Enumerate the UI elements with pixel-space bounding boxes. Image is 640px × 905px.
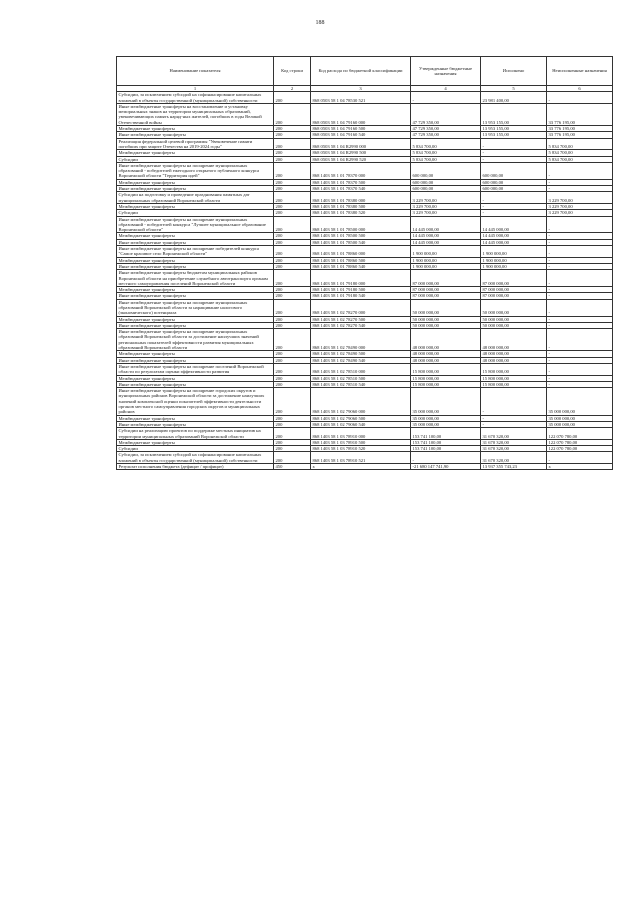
row-unexecuted-cell: -	[547, 381, 613, 387]
row-executed-cell: 31 670 320,00	[481, 439, 547, 445]
row-code-cell: 200	[274, 428, 311, 440]
row-unexecuted-cell: -	[547, 257, 613, 263]
row-executed-cell: 50 000 000,00	[481, 299, 547, 316]
row-executed-cell: 87 000 000,00	[481, 270, 547, 287]
row-executed-cell: 48 000 000,00	[481, 351, 547, 357]
column-number: 3	[311, 86, 411, 92]
row-approved-cell: 14 445 000,00	[411, 239, 481, 245]
row-approved-cell: 15 800 000,00	[411, 363, 481, 375]
row-code-cell: 200	[274, 357, 311, 363]
row-executed-cell: 14 445 000,00	[481, 216, 547, 233]
row-approved-cell: 15 800 000,00	[411, 381, 481, 387]
row-unexecuted-cell: 3 229 700,00	[547, 203, 613, 209]
row-kbk-cell: 868 1403 58 1 02 79060 000	[311, 388, 411, 415]
row-approved-cell: 1 900 000,00	[411, 257, 481, 263]
row-unexecuted-cell: -	[547, 186, 613, 192]
row-code-cell: 200	[274, 92, 311, 104]
row-unexecuted-cell: 35 000 000,00	[547, 421, 613, 427]
row-name-cell: Иные межбюджетные трансферты на поощрение муниципальных образований - победителей конкурса "Лучшее муниципальное образование Воронежской области"	[117, 216, 274, 233]
header-approved: Утвержденные бюджетные назначения	[411, 57, 481, 86]
row-code-cell: 200	[274, 138, 311, 150]
row-code-cell: 200	[274, 203, 311, 209]
row-executed-cell: -	[481, 138, 547, 150]
row-kbk-cell: 868 0503 58 1 04 R2990 000	[311, 138, 411, 150]
row-name-cell: Иные межбюджетные трансферты бюджетам муниципальных районов Воронежской области на приобретение служебного автотранспорта органам местного самоуправления поселений Воронежской области	[117, 270, 274, 287]
row-executed-cell: 31 670 320,00	[481, 446, 547, 452]
row-executed-cell: 1 900 000,00	[481, 263, 547, 269]
row-name-cell: Межбюджетные трансферты	[117, 150, 274, 156]
row-executed-cell: 15 800 000,00	[481, 375, 547, 381]
row-code-cell: 200	[274, 186, 311, 192]
row-code-cell: 200	[274, 299, 311, 316]
table-row	[117, 299, 613, 316]
row-approved-cell: 600 000,00	[411, 179, 481, 185]
table-row	[117, 464, 613, 470]
row-code-cell: 200	[274, 421, 311, 427]
row-code-cell: 200	[274, 322, 311, 328]
row-unexecuted-cell: -	[547, 363, 613, 375]
row-code-cell: 200	[274, 210, 311, 216]
row-unexecuted-cell: -	[547, 299, 613, 316]
row-code-cell: 200	[274, 446, 311, 452]
row-approved-cell: 153 741 100,00	[411, 428, 481, 440]
row-unexecuted-cell: -	[547, 263, 613, 269]
table-row	[117, 103, 613, 125]
row-executed-cell: 14 445 000,00	[481, 239, 547, 245]
row-code-cell: 200	[274, 192, 311, 204]
row-approved-cell: 47 729 350,00	[411, 103, 481, 125]
row-name-cell: Иные межбюджетные трансферты на поощрение муниципальных образований Воронежской области за наращивание налогового (экономического) потенциала	[117, 299, 274, 316]
column-number: 2	[274, 86, 311, 92]
row-approved-cell: 5 834 700,00	[411, 156, 481, 162]
row-approved-cell: 3 229 700,00	[411, 192, 481, 204]
row-name-cell: Субсидии, за исключением субсидий на софинансирование капитальных вложений в объекты государственной (муниципальной) собственности	[117, 452, 274, 464]
column-number: 1	[117, 86, 274, 92]
row-approved-cell: -	[411, 452, 481, 464]
row-kbk-cell: 868 0503 58 1 04 R2990 520	[311, 156, 411, 162]
header-kbk: Код расхода по бюджетной классификации	[311, 57, 411, 86]
row-approved-cell: 153 741 100,00	[411, 439, 481, 445]
row-kbk-cell: 868 1403 58 1 02 78490 000	[311, 329, 411, 351]
table-row	[117, 270, 613, 287]
row-executed-cell: 15 800 000,00	[481, 381, 547, 387]
row-name-cell: Субсидии	[117, 210, 274, 216]
row-kbk-cell: 868 1403 58 1 02 78490 500	[311, 351, 411, 357]
row-approved-cell: 1 900 000,00	[411, 263, 481, 269]
row-kbk-cell: 868 1403 58 1 01 78380 000	[311, 192, 411, 204]
row-unexecuted-cell: -	[547, 351, 613, 357]
row-unexecuted-cell: -	[547, 316, 613, 322]
row-approved-cell: 35 000 000,00	[411, 388, 481, 415]
table-row	[117, 329, 613, 351]
row-code-cell: 200	[274, 126, 311, 132]
row-code-cell: 200	[274, 316, 311, 322]
row-executed-cell: 87 000 000,00	[481, 287, 547, 293]
row-unexecuted-cell: -	[547, 92, 613, 104]
row-name-cell: Реализация федеральной целевой программы "Увековечение памяти погибших при защите Отечества на 2019-2024 годы"	[117, 138, 274, 150]
row-kbk-cell: 868 0503 58 1 04 79160 540	[311, 132, 411, 138]
row-approved-cell: 600 000,00	[411, 162, 481, 179]
row-unexecuted-cell: 33 776 195,00	[547, 132, 613, 138]
row-code-cell: 200	[274, 162, 311, 179]
row-executed-cell: -	[481, 192, 547, 204]
row-name-cell: Субсидии на подготовку и проведение празднования памятных дат муниципальных образований Воронежской области	[117, 192, 274, 204]
row-approved-cell: 1 900 000,00	[411, 246, 481, 258]
row-unexecuted-cell: 5 834 700,00	[547, 138, 613, 150]
row-unexecuted-cell: -	[547, 293, 613, 299]
row-executed-cell: 14 445 000,00	[481, 233, 547, 239]
table-row	[117, 428, 613, 440]
row-kbk-cell: 868 1403 58 1 01 78500 540	[311, 239, 411, 245]
row-kbk-cell: 868 1403 58 1 01 78860 000	[311, 246, 411, 258]
row-approved-cell: 48 000 000,00	[411, 351, 481, 357]
table-row	[117, 162, 613, 179]
row-kbk-cell: 868 1403 58 1 01 78370 540	[311, 186, 411, 192]
row-approved-cell: -	[411, 92, 481, 104]
row-executed-cell: 48 000 000,00	[481, 357, 547, 363]
row-name-cell: Межбюджетные трансферты	[117, 233, 274, 239]
header-code: Код строки	[274, 57, 311, 86]
row-code-cell: 200	[274, 381, 311, 387]
row-name-cell: Межбюджетные трансферты	[117, 126, 274, 132]
row-code-cell: 200	[274, 179, 311, 185]
row-unexecuted-cell: -	[547, 216, 613, 233]
row-kbk-cell: 868 1403 58 1 01 78370 000	[311, 162, 411, 179]
row-unexecuted-cell: -	[547, 357, 613, 363]
row-unexecuted-cell: -	[547, 452, 613, 464]
row-name-cell: Иные межбюджетные трансферты	[117, 293, 274, 299]
row-approved-cell: 50 000 000,00	[411, 322, 481, 328]
row-approved-cell: 50 000 000,00	[411, 316, 481, 322]
row-approved-cell: 5 834 700,00	[411, 150, 481, 156]
row-code-cell: 200	[274, 439, 311, 445]
row-name-cell: Иные межбюджетные трансферты на поощрение победителей конкурса "Самое красивое село Воронежской области"	[117, 246, 274, 258]
row-code-cell: 200	[274, 132, 311, 138]
row-unexecuted-cell: -	[547, 246, 613, 258]
row-kbk-cell: 868 1403 58 1 02 78510 540	[311, 381, 411, 387]
row-approved-cell: 87 000 000,00	[411, 270, 481, 287]
row-name-cell: Иные межбюджетные трансферты	[117, 357, 274, 363]
row-executed-cell: 13 953 155,00	[481, 132, 547, 138]
row-kbk-cell: 868 1403 58 1 03 78910 520	[311, 446, 411, 452]
row-name-cell: Межбюджетные трансферты	[117, 287, 274, 293]
row-kbk-cell: 868 1403 58 1 02 78490 540	[311, 357, 411, 363]
row-executed-cell: -	[481, 210, 547, 216]
row-name-cell: Иные межбюджетные трансферты на поощрение поселений Воронежской области по результатам оценки эффективности развития	[117, 363, 274, 375]
row-unexecuted-cell: 122 070 780,00	[547, 446, 613, 452]
row-executed-cell: 15 800 000,00	[481, 363, 547, 375]
row-name-cell: Субсидии, за исключением субсидий на софинансирование капитальных вложений в объекты государственной (муниципальной) собственности	[117, 92, 274, 104]
row-kbk-cell: 868 1403 58 1 01 79180 500	[311, 287, 411, 293]
row-unexecuted-cell: -	[547, 375, 613, 381]
row-kbk-cell: 868 1403 58 1 02 78270 000	[311, 299, 411, 316]
row-code-cell: 200	[274, 216, 311, 233]
table-row	[117, 192, 613, 204]
row-code-cell: 200	[274, 363, 311, 375]
row-code-cell: 200	[274, 156, 311, 162]
row-kbk-cell: 868 0503 58 1 04 79160 000	[311, 103, 411, 125]
row-unexecuted-cell: -	[547, 239, 613, 245]
row-approved-cell: 47 729 350,00	[411, 126, 481, 132]
row-name-cell: Межбюджетные трансферты	[117, 316, 274, 322]
row-name-cell: Иные межбюджетные трансферты	[117, 263, 274, 269]
row-kbk-cell: 868 0503 58 1 04 78530 521	[311, 92, 411, 104]
row-approved-cell: 3 229 700,00	[411, 203, 481, 209]
row-name-cell: Межбюджетные трансферты	[117, 351, 274, 357]
row-executed-cell: 31 670 320,00	[481, 428, 547, 440]
header-name: Наименование показателя	[117, 57, 274, 86]
row-unexecuted-cell: x	[547, 464, 613, 470]
row-kbk-cell: 868 1403 58 1 02 78270 500	[311, 316, 411, 322]
row-code-cell: 200	[274, 103, 311, 125]
row-kbk-cell: 868 1403 58 1 02 78510 000	[311, 363, 411, 375]
row-kbk-cell: 868 1403 58 1 01 78860 500	[311, 257, 411, 263]
report-body	[117, 92, 613, 470]
row-executed-cell: 13 953 155,00	[481, 126, 547, 132]
row-executed-cell: 48 000 000,00	[481, 329, 547, 351]
row-executed-cell: 1 900 000,00	[481, 246, 547, 258]
row-kbk-cell: 868 1403 58 1 01 78380 500	[311, 203, 411, 209]
row-unexecuted-cell: 122 070 780,00	[547, 439, 613, 445]
row-name-cell: Иные межбюджетные трансферты	[117, 322, 274, 328]
row-kbk-cell: 868 1403 58 1 03 78910 500	[311, 439, 411, 445]
row-executed-cell: -	[481, 421, 547, 427]
row-kbk-cell: 868 1403 58 1 01 79180 000	[311, 270, 411, 287]
column-number: 5	[481, 86, 547, 92]
row-name-cell: Иные межбюджетные трансферты	[117, 421, 274, 427]
column-number: 6	[547, 86, 613, 92]
row-unexecuted-cell: 122 070 780,00	[547, 428, 613, 440]
row-approved-cell: 600 000,00	[411, 186, 481, 192]
table-row	[117, 388, 613, 415]
row-approved-cell: 50 000 000,00	[411, 299, 481, 316]
row-approved-cell: 87 000 000,00	[411, 287, 481, 293]
table-row	[117, 246, 613, 258]
row-code-cell: 450	[274, 464, 311, 470]
row-code-cell: 200	[274, 270, 311, 287]
row-executed-cell: -	[481, 150, 547, 156]
row-name-cell: Иные межбюджетные трансферты	[117, 186, 274, 192]
row-code-cell: 200	[274, 329, 311, 351]
row-approved-cell: 5 834 700,00	[411, 138, 481, 150]
row-unexecuted-cell: -	[547, 162, 613, 179]
row-unexecuted-cell: 3 229 700,00	[547, 210, 613, 216]
row-kbk-cell: 868 1403 58 1 03 78910 521	[311, 452, 411, 464]
row-executed-cell: 1 900 000,00	[481, 257, 547, 263]
row-unexecuted-cell: 3 229 700,00	[547, 192, 613, 204]
row-code-cell: 200	[274, 351, 311, 357]
row-executed-cell: 87 000 000,00	[481, 293, 547, 299]
row-unexecuted-cell: 35 000 000,00	[547, 415, 613, 421]
header-row	[117, 57, 613, 86]
row-kbk-cell: 868 1403 58 1 01 78380 520	[311, 210, 411, 216]
row-approved-cell: 14 445 000,00	[411, 216, 481, 233]
row-unexecuted-cell: -	[547, 329, 613, 351]
row-name-cell: Межбюджетные трансферты	[117, 203, 274, 209]
row-executed-cell: 31 670 320,00	[481, 452, 547, 464]
row-unexecuted-cell: -	[547, 287, 613, 293]
row-name-cell: Иные межбюджетные трансферты	[117, 381, 274, 387]
row-name-cell: Иные межбюджетные трансферты на поощрение городских округов и муниципальных районов Воронежской области за достижение наилучших значений комплексной оценки показателей эффективности деятельности органов местного самоуправления городских округов и муниципальных районов	[117, 388, 274, 415]
row-kbk-cell: 868 0503 58 1 04 79160 500	[311, 126, 411, 132]
row-code-cell: 200	[274, 239, 311, 245]
table-row	[117, 216, 613, 233]
row-code-cell: 200	[274, 150, 311, 156]
row-approved-cell: 15 800 000,00	[411, 375, 481, 381]
row-unexecuted-cell: -	[547, 179, 613, 185]
row-unexecuted-cell: 33 776 195,00	[547, 103, 613, 125]
row-approved-cell: 35 000 000,00	[411, 421, 481, 427]
row-unexecuted-cell: 5 834 700,00	[547, 156, 613, 162]
row-unexecuted-cell: 35 000 000,00	[547, 388, 613, 415]
row-kbk-cell: 868 1403 58 1 02 79060 500	[311, 415, 411, 421]
row-code-cell: 200	[274, 452, 311, 464]
row-code-cell: 200	[274, 388, 311, 415]
row-approved-cell: -21 680 147 741,90	[411, 464, 481, 470]
row-executed-cell: 50 000 000,00	[481, 316, 547, 322]
row-executed-cell: -	[481, 415, 547, 421]
row-kbk-cell: 868 1403 58 1 01 78370 500	[311, 179, 411, 185]
row-name-cell: Межбюджетные трансферты	[117, 375, 274, 381]
row-name-cell: Иные межбюджетные трансферты	[117, 239, 274, 245]
row-kbk-cell: 868 1403 58 1 01 78860 540	[311, 263, 411, 269]
table-row	[117, 452, 613, 464]
row-name-cell: Межбюджетные трансферты	[117, 257, 274, 263]
row-executed-cell: 50 000 000,00	[481, 322, 547, 328]
row-unexecuted-cell: -	[547, 270, 613, 287]
row-name-cell: Субсидии	[117, 446, 274, 452]
row-code-cell: 200	[274, 293, 311, 299]
row-kbk-cell: 868 1403 58 1 02 78510 500	[311, 375, 411, 381]
row-kbk-cell: x	[311, 464, 411, 470]
row-name-cell: Субсидии	[117, 156, 274, 162]
row-code-cell: 200	[274, 233, 311, 239]
column-number: 4	[411, 86, 481, 92]
row-name-cell: Межбюджетные трансферты	[117, 415, 274, 421]
row-executed-cell: 13 953 155,00	[481, 103, 547, 125]
row-approved-cell: 3 229 700,00	[411, 210, 481, 216]
row-code-cell: 200	[274, 257, 311, 263]
row-code-cell: 200	[274, 415, 311, 421]
row-code-cell: 200	[274, 375, 311, 381]
row-executed-cell: 13 937 355 743,23	[481, 464, 547, 470]
row-executed-cell: 23 981 400,00	[481, 92, 547, 104]
row-code-cell: 200	[274, 246, 311, 258]
row-kbk-cell: 868 1403 58 1 02 79060 540	[311, 421, 411, 427]
header-unexecuted: Неисполненные назначения	[547, 57, 613, 86]
row-unexecuted-cell: 5 834 700,00	[547, 150, 613, 156]
row-executed-cell: -	[481, 388, 547, 415]
row-unexecuted-cell: -	[547, 322, 613, 328]
row-code-cell: 200	[274, 287, 311, 293]
row-executed-cell: -	[481, 203, 547, 209]
page-number: 188	[315, 20, 325, 26]
row-approved-cell: 87 000 000,00	[411, 293, 481, 299]
row-kbk-cell: 868 1403 58 1 01 78500 000	[311, 216, 411, 233]
budget-report-table	[116, 56, 613, 470]
table-row	[117, 92, 613, 104]
row-approved-cell: 47 729 350,00	[411, 132, 481, 138]
row-name-cell: Иные межбюджетные трансферты на восстановление и установку мемориальных знаков на территории муниципальных образований, увековечивающих память наряд-ных жителей, погибших в годы Великой Отечественной войны	[117, 103, 274, 125]
table-row	[117, 138, 613, 150]
row-name-cell: Межбюджетные трансферты	[117, 439, 274, 445]
row-kbk-cell: 868 1403 58 1 03 78910 000	[311, 428, 411, 440]
row-approved-cell: 14 445 000,00	[411, 233, 481, 239]
row-approved-cell: 35 000 000,00	[411, 415, 481, 421]
row-code-cell: 200	[274, 263, 311, 269]
row-approved-cell: 153 741 100,00	[411, 446, 481, 452]
row-name-cell: Межбюджетные трансферты	[117, 179, 274, 185]
row-kbk-cell: 868 0503 58 1 04 R2990 500	[311, 150, 411, 156]
row-executed-cell: -	[481, 156, 547, 162]
row-approved-cell: 48 000 000,00	[411, 329, 481, 351]
row-name-cell: Иные межбюджетные трансферты на поощрение муниципальных образований - победителей ежегодного открытого публичного конкурса Воронежской области "Территория идей"	[117, 162, 274, 179]
row-name-cell: Иные межбюджетные трансферты на поощрение муниципальных образований Воронежской области за достижение наилучших значений региональных показателей эффективности развития муниципальных образований Воронежской области	[117, 329, 274, 351]
row-kbk-cell: 868 1403 58 1 02 78270 540	[311, 322, 411, 328]
row-unexecuted-cell: -	[547, 233, 613, 239]
row-executed-cell: 600 000,00	[481, 162, 547, 179]
row-unexecuted-cell: 33 776 195,00	[547, 126, 613, 132]
row-name-cell: Иные межбюджетные трансферты	[117, 132, 274, 138]
table-row	[117, 363, 613, 375]
row-executed-cell: 600 000,00	[481, 179, 547, 185]
row-executed-cell: 600 000,00	[481, 186, 547, 192]
row-kbk-cell: 868 1403 58 1 01 78500 500	[311, 233, 411, 239]
row-name-cell: Результат исполнения бюджета (дефицит / профицит)	[117, 464, 274, 470]
row-kbk-cell: 868 1403 58 1 01 79180 540	[311, 293, 411, 299]
row-approved-cell: 48 000 000,00	[411, 357, 481, 363]
header-executed: Исполнено	[481, 57, 547, 86]
row-name-cell: Субсидии на реализацию проектов по поддержке местных инициатив на территории муниципальных образований Воронежской области	[117, 428, 274, 440]
